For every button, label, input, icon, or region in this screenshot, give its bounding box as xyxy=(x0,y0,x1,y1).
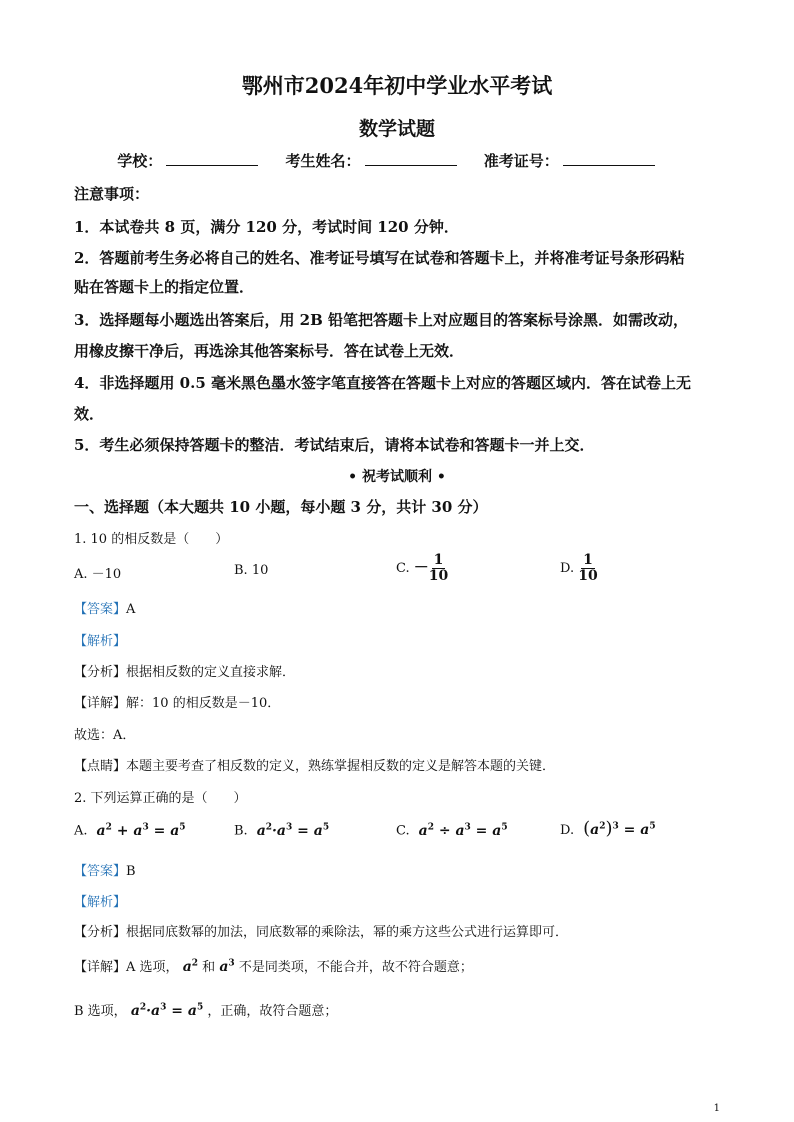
notice-item: 5．考生必须保持答题卡的整洁．考试结束后，请将本试卷和答题卡一并上交． xyxy=(74,436,595,454)
fenxi-tag: 【分析】 xyxy=(74,925,127,940)
option-b-prefix: B. xyxy=(234,823,248,839)
fenxi-text: 根据同底数幂的加法，同底数幂的乘除法，幂的乘方这些公式进行运算即可． xyxy=(126,925,569,940)
option-c-prefix: C. xyxy=(396,823,410,839)
xiangjie-text: ，正确，故符合题意； xyxy=(207,1004,338,1019)
option-a: A. －10 xyxy=(74,567,122,582)
dianjing-text: 本题主要考查了相反数的定义，熟练掌握相反数的定义是解答本题的关键． xyxy=(126,759,556,774)
fraction xyxy=(578,553,597,584)
xiangjie-text: B 选项， xyxy=(74,1004,127,1019)
name-label: 考生姓名： xyxy=(285,152,361,170)
fraction-numerator: 1 xyxy=(583,552,593,568)
xiangjie-line xyxy=(74,692,280,711)
option-b: B. 10 xyxy=(234,563,269,578)
math-expression: $a^2\cdot a^3 = a^5$ xyxy=(130,1002,204,1019)
option-c xyxy=(396,822,508,839)
exam-subtitle: 数学试题 xyxy=(358,118,435,140)
answer-tag: 【答案】 xyxy=(74,864,127,879)
choice-line: 故选：A． xyxy=(74,728,136,743)
option-a-prefix: A. xyxy=(74,823,88,839)
option-d-prefix: D. xyxy=(560,561,575,576)
school-blank xyxy=(166,151,258,166)
notice-item: 用橡皮擦干净后，再选涂其他答案标号．答在试卷上无效． xyxy=(74,342,465,360)
option-d xyxy=(560,818,656,839)
xiangjie-text: A 选项， xyxy=(126,960,179,975)
xiangjie-text: 解：10 的相反数是－10． xyxy=(126,696,281,711)
option-c xyxy=(396,553,448,584)
notice-item: 1．本试卷共 8 页，满分 120 分，考试时间 120 分钟． xyxy=(74,218,459,236)
xiangjie-text: 和 xyxy=(202,960,216,975)
exam-title: 鄂州市2024年初中学业水平考试 xyxy=(241,73,553,98)
analysis-tag: 【解析】 xyxy=(74,895,127,910)
math-expression: $a^2\cdot a^3 = a^5$ xyxy=(251,822,330,839)
xiangjie-tag: 【详解】 xyxy=(74,960,127,975)
notice-item: 4．非选择题用 0.5 毫米黑色墨水签字笔直接答在答题卡上对应的答题区域内．答在试卷上无 xyxy=(74,374,691,392)
section-heading: 一、选择题（本大题共 10 小题，每小题 3 分，共计 30 分） xyxy=(74,498,488,516)
id-blank xyxy=(563,151,655,166)
dianjing-tag: 【点睛】 xyxy=(74,759,127,774)
answer-tag: 【答案】 xyxy=(74,602,127,617)
fraction-numerator: 1 xyxy=(433,552,444,568)
fenxi-line xyxy=(74,921,568,940)
notice-item: 2．答题前考生务必将自己的姓名、准考证号填写在试卷和答题卡上，并将准考证号条形码粘 xyxy=(74,249,685,267)
answer-line xyxy=(74,860,136,879)
option-a xyxy=(74,822,186,839)
option-d xyxy=(560,553,598,584)
xiangjie-line xyxy=(74,1000,337,1019)
math-expression: $a^3$ xyxy=(219,958,235,975)
minus-sign: － xyxy=(413,558,429,576)
good-luck-line: • 祝考试顺利 • xyxy=(348,469,446,485)
fenxi-line xyxy=(74,661,295,680)
fenxi-tag: 【分析】 xyxy=(74,665,127,680)
question-stem: 1. 10 的相反数是（ ） xyxy=(74,532,229,547)
answer-line xyxy=(74,598,135,617)
dianjing-line xyxy=(74,755,555,774)
option-d-prefix: D. xyxy=(560,823,575,838)
xiangjie-line xyxy=(74,956,473,975)
notice-heading: 注意事项： xyxy=(74,185,150,203)
question-stem: 2. 下列运算正确的是（ ） xyxy=(74,791,247,806)
analysis-tag: 【解析】 xyxy=(74,634,127,649)
math-expression: $a^2 + a^3 = a^5$ xyxy=(91,822,186,839)
fraction-denominator: 10 xyxy=(428,568,449,584)
fraction xyxy=(429,553,448,584)
math-expression: $a^2$ xyxy=(182,958,199,975)
fraction-denominator: 10 xyxy=(578,568,598,584)
option-c-prefix: C. xyxy=(396,561,410,576)
fenxi-text: 根据相反数的定义直接求解． xyxy=(126,665,296,680)
candidate-info-row xyxy=(0,150,794,171)
name-blank xyxy=(365,151,457,166)
math-expression: $a^2 \div a^3 = a^5$ xyxy=(413,822,508,839)
math-expression: $(a^2)^3 = a^5$ xyxy=(583,818,656,839)
school-label: 学校： xyxy=(117,152,163,170)
notice-item: 效． xyxy=(74,405,105,423)
page-number: 1 xyxy=(713,1103,720,1114)
id-label: 准考证号： xyxy=(483,152,559,170)
xiangjie-tag: 【详解】 xyxy=(74,696,127,711)
option-b xyxy=(234,822,329,839)
xiangjie-text: 不是同类项，不能合并，故不符合题意； xyxy=(238,960,473,975)
answer-value: B xyxy=(126,864,136,879)
notice-item: 贴在答题卡上的指定位置． xyxy=(74,278,255,296)
answer-value: A xyxy=(126,602,136,617)
notice-item: 3．选择题每小题选出答案后，用 2B 铅笔把答题卡上对应题目的答案标号涂黑．如需改动， xyxy=(74,311,689,329)
